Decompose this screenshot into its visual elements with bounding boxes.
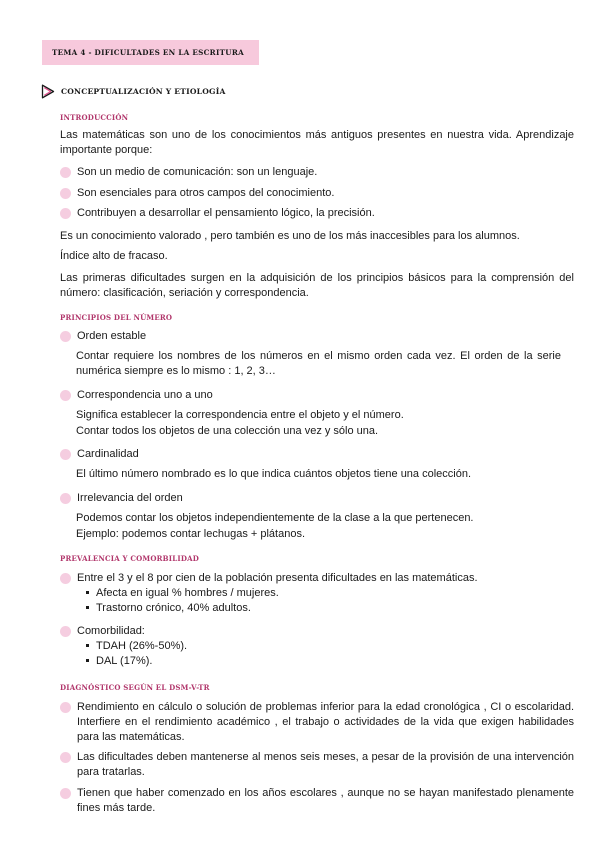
principle-description: Ejemplo: podemos contar lechugas + plátanos.	[76, 528, 306, 540]
diagnosis-heading: DIAGNÓSTICO SEGÚN EL DSM-V-TR	[60, 683, 210, 692]
list-item-text: Rendimiento en cálculo o solución de problemas inferior para la edad cronológica , CI o escolaridad. Interfiere en el rendimiento académico , el trabajo o actividades de la vida que exigen habilidades para las matemáticas.	[77, 701, 574, 743]
intro-paragraph-4: Las primeras dificultades surgen en la adquisición de los principios básicos para la comprensión del número: clasificación, seriación y correspondencia.	[60, 272, 574, 299]
principle-description: El último número nombrado es lo que indica cuántos objetos tiene una colección.	[76, 468, 472, 480]
bullet-dot-icon	[60, 331, 71, 342]
bullet-dot-icon	[60, 752, 71, 763]
bullet-dot-icon	[60, 573, 71, 584]
bullet-dot-icon	[60, 449, 71, 460]
intro-heading: INTRODUCCIÓN	[60, 113, 129, 122]
list-item-text: Entre el 3 y el 8 por cien de la población presenta dificultades en las matemáticas.	[77, 572, 478, 584]
bullet-dot-icon	[60, 188, 71, 199]
list-item-text: Son esenciales para otros campos del conocimiento.	[77, 187, 335, 199]
bullet-dot-icon	[60, 702, 71, 713]
principle-label: Correspondencia uno a uno	[77, 389, 213, 401]
square-bullet-icon	[86, 659, 89, 662]
bullet-dot-icon	[60, 167, 71, 178]
intro-paragraph-3: Índice alto de fracaso.	[60, 250, 168, 262]
sub-list-item	[86, 639, 187, 654]
square-bullet-icon	[86, 644, 89, 647]
square-bullet-icon	[86, 591, 89, 594]
bullet-dot-icon	[60, 390, 71, 401]
sub-list-item	[86, 601, 251, 616]
sub-list-item-text: TDAH (26%-50%).	[96, 640, 188, 652]
section-heading	[41, 83, 226, 99]
sub-list-item-text: Afecta en igual % hombres / mujeres.	[96, 587, 279, 599]
section-title: CONCEPTUALIZACIÓN Y ETIOLOGÍA	[61, 86, 226, 96]
principle-label: Cardinalidad	[77, 448, 139, 460]
list-item-text: Tienen que haber comenzado en los años escolares , aunque no se hayan manifestado plenamente fines más tarde.	[77, 787, 574, 814]
bullet-dot-icon	[60, 788, 71, 799]
bullet-dot-icon	[60, 208, 71, 219]
topic-banner	[42, 40, 259, 65]
principle-label: Irrelevancia del orden	[77, 492, 183, 504]
principle-description: Contar requiere los nombres de los números en el mismo orden cada vez. El orden de la serie numérica siempre es lo mismo : 1, 2, 3…	[76, 350, 561, 377]
principle-description: Podemos contar los objetos independientemente de la clase a la que pertenecen.	[76, 512, 474, 524]
list-item-text: Las dificultades deben mantenerse al menos seis meses, a pesar de la provisión de una intervención para tratarlas.	[77, 751, 574, 778]
list-item-text: Son un medio de comunicación: son un lenguaje.	[77, 166, 318, 178]
sub-list-item-text: Trastorno crónico, 40% adultos.	[96, 602, 251, 614]
prevalence-heading: PREVALENCIA Y COMORBILIDAD	[60, 554, 200, 563]
principle-label: Orden estable	[77, 330, 147, 342]
sub-list-item-text: DAL (17%).	[96, 655, 153, 667]
bullet-dot-icon	[60, 626, 71, 637]
intro-paragraph-2: Es un conocimiento valorado , pero también es uno de los más inaccesibles para los alumnos.	[60, 230, 520, 242]
principle-description: Significa establecer la correspondencia entre el objeto y el número.	[76, 409, 404, 421]
square-bullet-icon	[86, 606, 89, 609]
triangle-arrow-icon	[41, 84, 55, 99]
sub-list-item	[86, 586, 279, 601]
intro-paragraph-1: Las matemáticas son uno de los conocimientos más antiguos presentes en nuestra vida. Aprendizaje importante porque:	[60, 129, 574, 156]
list-item-text: Comorbilidad:	[77, 625, 145, 637]
bullet-dot-icon	[60, 493, 71, 504]
sub-list-item	[86, 654, 152, 669]
principles-heading: PRINCIPIOS DEL NÚMERO	[60, 313, 173, 322]
topic-title: TEMA 4 - DIFICULTADES EN LA ESCRITURA	[52, 48, 244, 57]
list-item-text: Contribuyen a desarrollar el pensamiento lógico, la precisión.	[77, 207, 375, 219]
principle-description: Contar todos los objetos de una colección una vez y sólo una.	[76, 425, 379, 437]
